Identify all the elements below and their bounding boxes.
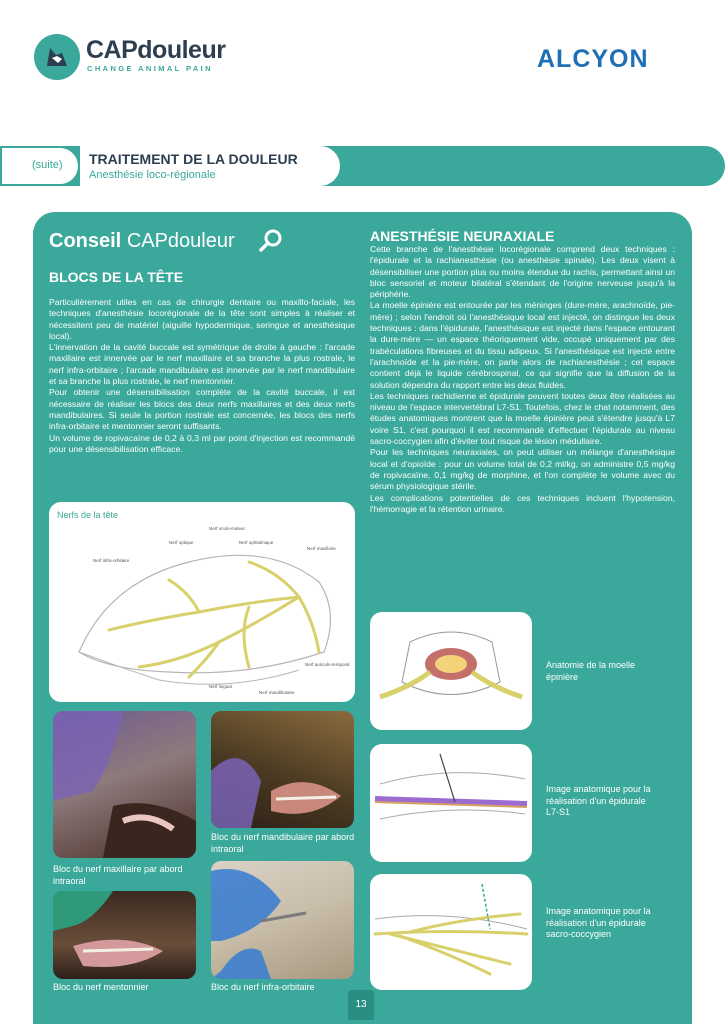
photo-maxillaire	[53, 711, 196, 858]
spinal-cord-illustration	[370, 612, 532, 730]
brand-name: CAPdouleur	[86, 36, 226, 64]
nerves-figure-label: Nerfs de la tête	[57, 510, 119, 520]
blocs-heading: BLOCS DE LA TÊTE	[49, 269, 184, 285]
conseil-heading	[49, 230, 235, 253]
paragraph: Les complications potentielles de ces techniques incluent l'hypotension, l'hémorragie et la rétention urinaire.	[370, 492, 675, 514]
nerve-label: Nerf mandibulaire	[259, 690, 295, 695]
brand-tagline: CHANGE ANIMAL PAIN	[87, 64, 213, 73]
photo-illustration	[53, 711, 196, 858]
page-number: 13	[348, 990, 374, 1020]
nerve-label: Nerf auriculo-temporal	[305, 662, 350, 667]
sacro-coccygien-illustration	[370, 874, 532, 990]
photo-caption: Bloc du nerf maxillaire par abord intraoral	[53, 864, 183, 886]
photo-mandibulaire	[211, 711, 354, 828]
partner-logo: ALCYON	[537, 45, 649, 73]
conseil-brand: CAPdouleur	[126, 230, 235, 252]
conseil-word: Conseil	[49, 230, 122, 252]
nerves-figure	[49, 502, 355, 702]
paragraph: Les techniques rachidienne et épidurale peuvent toutes deux être réalisées au niveau de l'espace intervertébral L7-S1. Toutefois, chez le chat notamment, des études anatomiques montrent que la moelle épinière peut s'étendre jusqu'à L7 voire S1, c'est pourquoi il est recommandé d'effectuer l'épidurale au niveau sacro-coccygien afin d'éviter tout risque de lésion médullaire.	[370, 390, 675, 447]
nerve-label: Nerf oculo-moteur	[209, 526, 246, 531]
nerve-label: Nerf infra-orbitaire	[93, 558, 130, 563]
capdouleur-logo	[34, 34, 80, 80]
epidurale-illustration	[370, 744, 532, 862]
paragraph: Pour les techniques neuraxiales, on peut utiliser un mélange d'anesthésique local et d'opioïde : pour un volume total de 0,2 ml/kg, on administre 0,5 mg/kg de ropivacaïne, 0,1 mg/kg de morphine, et l'on complète le volume avec du sérum physiologique stérile.	[370, 447, 675, 492]
paragraph: Pour obtenir une désensibilisation complète de la cavité buccale, il est nécessaire de réaliser les blocs des deux nerfs maxillaires et des deux nerfs mandibulaires. Si seule la portion rostrale est concernée, les blocs des nerfs infra-orbitaire et mentonnier seront suffisants.	[49, 387, 355, 432]
photo-caption: Bloc du nerf infra-orbitaire	[211, 982, 315, 992]
section-subtitle: Anesthésie loco-régionale	[89, 169, 216, 181]
nerve-label: Nerf maxillaire	[307, 546, 336, 551]
photo-caption: Bloc du nerf mentonnier	[53, 982, 149, 992]
figure-caption: Image anatomique pour la réalisation d'un épidurale L7-S1	[546, 784, 651, 817]
photo-illustration	[53, 891, 196, 979]
neuraxiale-heading: ANESTHÉSIE NEURAXIALE	[370, 228, 555, 244]
skull-nerve-illustration	[49, 502, 355, 702]
photo-illustration	[211, 711, 354, 828]
figure-caption: Image anatomique pour la réalisation d'un épidurale sacro-coccygien	[546, 906, 651, 939]
photo-illustration	[211, 861, 354, 979]
figure-caption: Anatomie de la moelle épinière	[546, 660, 636, 682]
paragraph: Cette branche de l'anesthésie locorégionale comprend deux techniques : l'épidurale et la rachianesthésie (ou anesthésie spinale). Les deux visent à désensibiliser une portion plus ou moins étendue du rachis, permettant ainsi un bloc sensoriel et moteur bilatéral s'étendant de l'origine nerveuse jusqu'à la périphérie.	[370, 244, 675, 300]
suite-label: (suite)	[32, 159, 63, 171]
photo-caption: Bloc du nerf mandibulaire par abord intraoral	[211, 832, 355, 854]
spinal-cord-figure	[370, 612, 532, 730]
paragraph: Particulièrement utiles en cas de chirurgie dentaire ou maxillo-faciale, les techniques d'anesthésie locorégionale de la tête sont simples à réaliser et nécessitent peu de matériel (aiguille hypodermique, seringue et anesthésique local).	[49, 297, 355, 341]
photo-mentonnier	[53, 891, 196, 979]
cat-head-icon	[44, 44, 70, 70]
photo-infra-orbitaire	[211, 861, 354, 979]
neuraxiale-text	[370, 244, 675, 515]
paragraph: L'innervation de la cavité buccale est symétrique de droite à gauche : l'arcade maxillaire est innervée par le nerf maxillaire et sa branche la plus rostrale, le nerf infra-orbitaire ; l'arcade mandibulaire est innervée par le nerf mandibulaire et sa branche la plus rostrale, le nerf mentonnier.	[49, 342, 355, 387]
blocs-text	[49, 297, 355, 455]
paragraph: La moelle épinière est entourée par les méninges (dure-mère, arachnoïde, pie-mère) ; selon l'endroit où l'anesthésique local est injecté, on distingue les deux techniques : dans l'épidurale, l'anesthésique est injecté dans l'espace entourant la dure-mère — un espace théoriquement vide, occupé uniquement par des trabéculations fibreuses et du tissu adipeux. Si l'anesthésique est injecté entre l'arachnoïde et la pie-mère, on parle alors de rachianesthésie ; cet espace contient déjà le liquide cérébrospinal, ce qui signifie que la diffusion de la solution dépendra du rapport entre les deux fluides.	[370, 300, 675, 390]
nerve-label: Nerf ophtalmique	[239, 540, 274, 545]
nerve-label: Nerf lingual	[209, 684, 232, 689]
epidurale-l7-s1-figure	[370, 744, 532, 862]
epidurale-sacro-coccygien-figure	[370, 874, 532, 990]
section-title: TRAITEMENT DE LA DOULEUR	[89, 151, 298, 167]
paragraph: Un volume de ropivacaïne de 0,2 à 0,3 ml par point d'injection est recommandé pour une désensibilisation efficace.	[49, 432, 355, 454]
magnifier-icon	[258, 228, 284, 254]
nerve-label: Nerf optique	[169, 540, 194, 545]
